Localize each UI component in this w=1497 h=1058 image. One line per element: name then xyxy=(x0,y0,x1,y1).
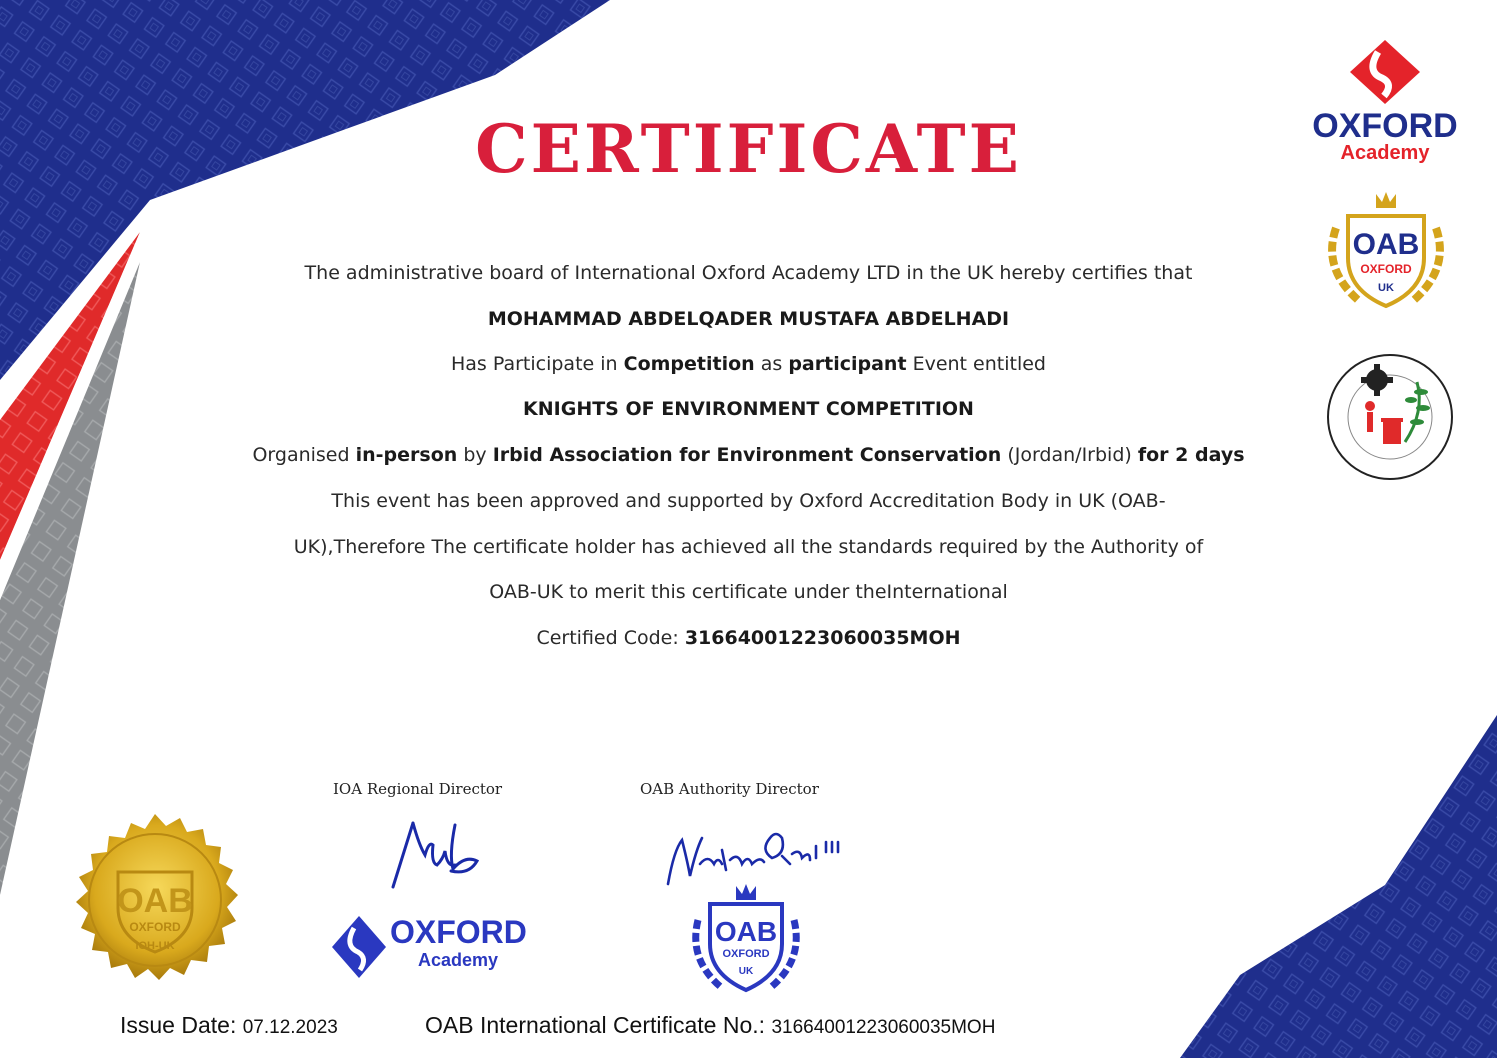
gold-seal xyxy=(58,812,252,1006)
participation-type: Competition xyxy=(623,353,755,375)
organised-location: (Jordan/Irbid) xyxy=(1007,444,1132,466)
oxford-stamp-flame-icon xyxy=(328,912,390,982)
right-signatory-role: OAB Authority Director xyxy=(640,780,819,798)
association-seal xyxy=(1325,352,1455,482)
gold-seal-line1: OAB xyxy=(117,882,193,920)
organised-duration: for 2 days xyxy=(1137,444,1245,466)
oxford-stamp-line1: OXFORD xyxy=(390,914,527,950)
oab-badge-line1: OAB xyxy=(1352,228,1420,261)
organizer-name: Irbid Association for Environment Conservation xyxy=(492,444,1002,466)
left-signatory-role: IOA Regional Director xyxy=(333,780,503,798)
oab-stamp-line1: OAB xyxy=(714,916,778,947)
recipient-name: MOHAMMAD ABDELQADER MUSTAFA ABDELHADI xyxy=(487,308,1010,330)
participation-role: participant xyxy=(788,353,907,375)
oxford-flame-icon xyxy=(1290,38,1480,108)
certificate-number-value: 31664001223060035MOH xyxy=(771,1017,996,1038)
approval-line-2: UK),Therefore The certificate holder has achieved all the standards required by the Authority of xyxy=(293,536,1204,558)
navy-corner-bottom-right xyxy=(1180,715,1497,1058)
certificate-number-block xyxy=(425,1012,995,1039)
oxford-academy-stamp xyxy=(328,912,543,984)
certificate-title: CERTIFICATE xyxy=(475,110,1022,188)
participation-as: as xyxy=(760,353,783,375)
event-name: KNIGHTS OF ENVIRONMENT COMPETITION xyxy=(523,398,974,420)
oab-badge xyxy=(1318,188,1454,316)
issue-date-value: 07.12.2023 xyxy=(242,1017,338,1038)
participation-suffix: Event entitled xyxy=(912,353,1046,375)
approval-line-3: OAB-UK to merit this certificate under theInternational xyxy=(489,581,1008,603)
issue-date-label: Issue Date: xyxy=(120,1012,237,1038)
oab-stamp-line2: OXFORD xyxy=(722,948,770,960)
issue-date-block xyxy=(120,1012,338,1039)
certificate-number-label: OAB International Certificate No.: xyxy=(425,1012,766,1038)
oxford-top-line2: Academy xyxy=(1340,142,1430,164)
intro-line: The administrative board of International Oxford Academy LTD in the UK hereby certifies that xyxy=(304,262,1193,284)
gold-seal-line3: IOH-UK xyxy=(135,940,175,952)
oab-badge-line3: UK xyxy=(1378,282,1394,294)
oxford-stamp-line2: Academy xyxy=(418,950,499,970)
oab-stamp-line3: UK xyxy=(738,966,754,977)
participation-line xyxy=(200,353,1297,375)
organised-mode: in-person xyxy=(355,444,458,466)
certified-code-label: Certified Code: xyxy=(536,627,679,649)
organised-prefix: Organised xyxy=(252,444,350,466)
certified-code-line xyxy=(200,627,1297,649)
certified-code-value: 31664001223060035MOH xyxy=(684,627,961,649)
organised-by: by xyxy=(463,444,487,466)
oab-badge-line2: OXFORD xyxy=(1360,262,1412,276)
oxford-top-line1: OXFORD xyxy=(1312,107,1458,145)
left-signature xyxy=(385,815,495,895)
oxford-academy-logo xyxy=(1290,38,1480,168)
oab-stamp xyxy=(686,880,806,998)
gold-seal-line2: OXFORD xyxy=(129,920,181,934)
participation-prefix: Has Participate in xyxy=(450,353,618,375)
organised-line xyxy=(200,444,1297,466)
approval-line-1: This event has been approved and supported by Oxford Accreditation Body in UK (OAB- xyxy=(331,490,1166,512)
